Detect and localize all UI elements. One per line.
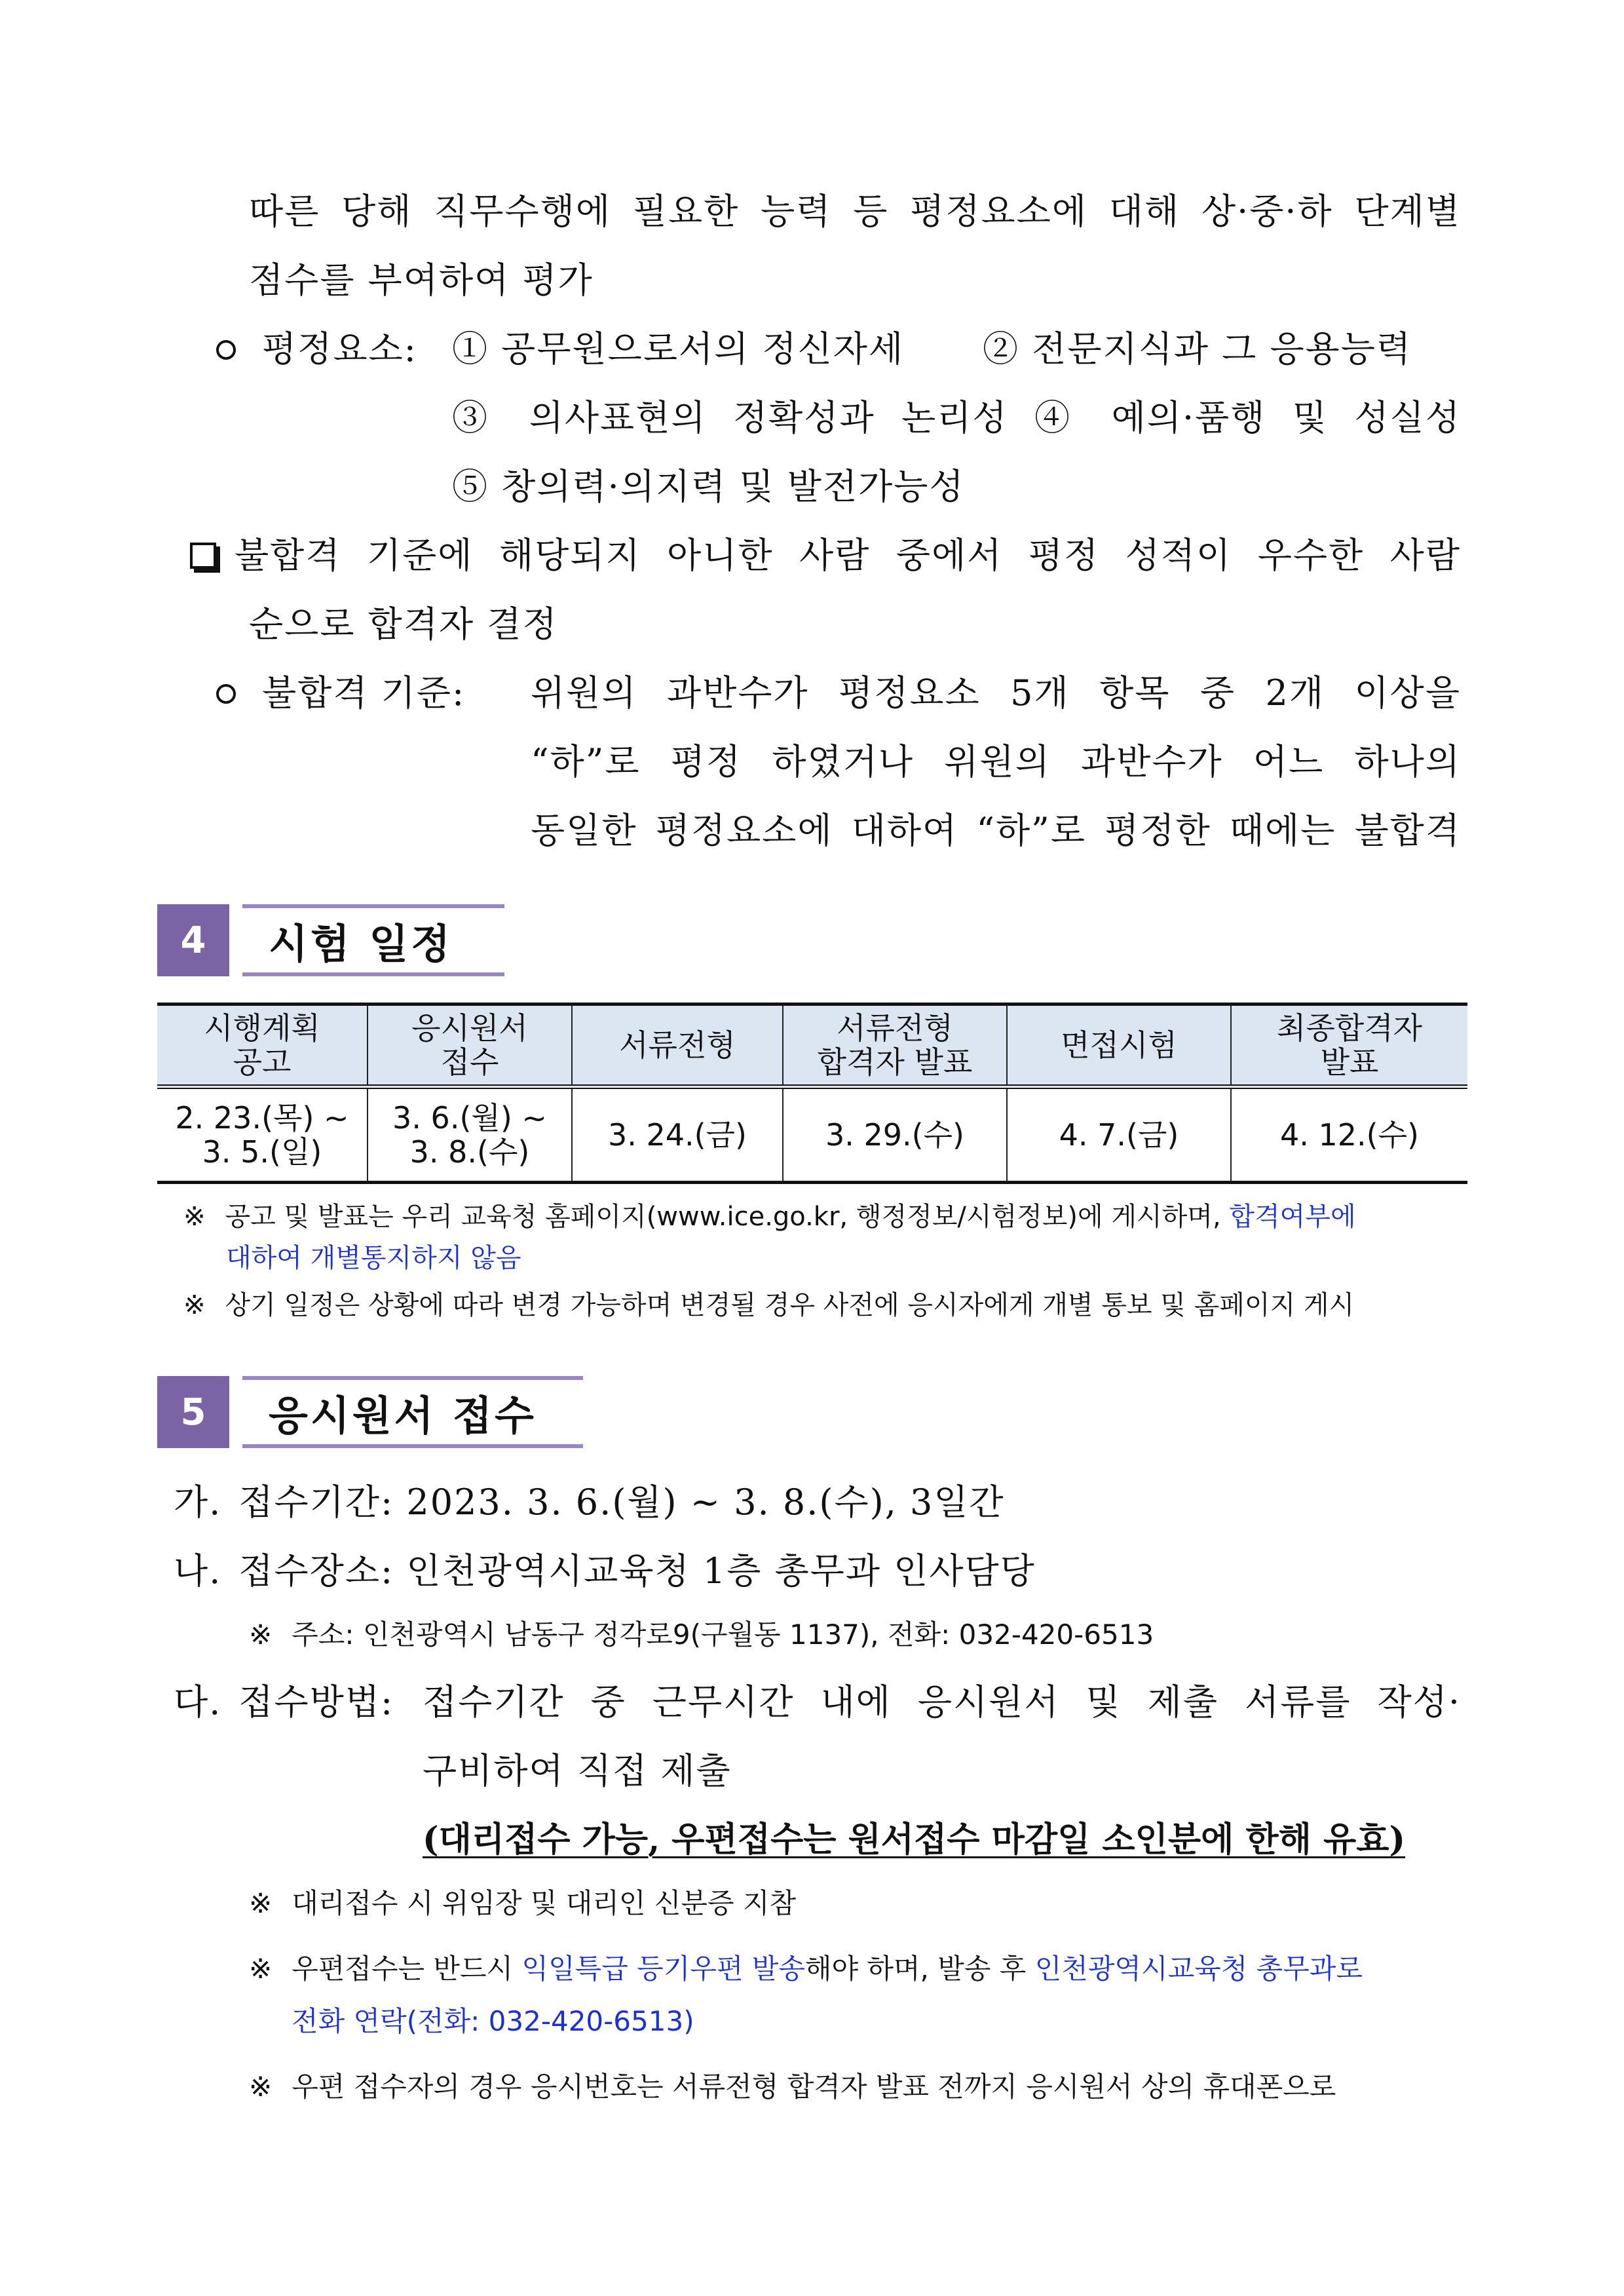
schedule-table [157, 1003, 1467, 1184]
pass-rule-text: 불합격 기준에 해당되지 아니한 사람 중에서 평정 성적이 우수한 사람 [235, 535, 1461, 576]
reference-mark: ※ [249, 1618, 273, 1651]
receipt-method-line-3: (대리접수 가능, 우편접수는 원서접수 마감일 소인분에 한해 유효) [423, 1820, 1406, 1860]
note-text: 상기 일정은 상황에 따라 변경 가능하며 변경될 경우 사전에 응시자에게 개별 통보 및 홈페이지 게시 [225, 1290, 1355, 1320]
circle-bullet-icon [216, 684, 236, 704]
address-note [249, 1613, 1154, 1653]
note-text: 해야 하며, 발송 후 [804, 1953, 1027, 1985]
intro-line-1: 따른 당해 직무수행에 필요한 능력 등 평정요소에 대해 상·중·하 단계별 [249, 191, 1461, 232]
receipt-method-line-1: 접수기간 중 근무시간 내에 응시원서 및 제출 서류를 작성· [423, 1681, 1461, 1723]
schedule-date-cell: 3. 29.(수) [783, 1087, 1007, 1183]
criteria-item-1: ① 공무원으로서의 정신자세 [452, 328, 905, 370]
item-text: 접수기간: 2023. 3. 6.(월) ~ 3. 8.(수), 3일간 [238, 1482, 1005, 1523]
fail-rule-line-3: 동일한 평정요소에 대하여 “하”로 평정한 때에는 불합격 [531, 810, 1461, 851]
intro-line-2: 점수를 부여하여 평가 [249, 259, 594, 301]
reference-mark: ※ [183, 1202, 206, 1232]
reference-mark: ※ [249, 1887, 273, 1919]
receipt-method [174, 1674, 394, 1725]
fail-rule-line-1: 위원의 과반수가 평정요소 5개 항목 중 2개 이상을 [531, 672, 1461, 714]
checkbox-bullet-icon [190, 543, 216, 569]
fail-rule-line-2: “하”로 평정 하였거나 위원의 과반수가 어느 하나의 [531, 741, 1461, 782]
schedule-header-cell: 면접시험 [1007, 1004, 1231, 1087]
schedule-note-2 [183, 1284, 1354, 1322]
criteria-label: 평정요소: [262, 328, 417, 370]
schedule-header-cell: 최종합격자 발표 [1231, 1004, 1467, 1087]
section-4-title: 시험 일정 [242, 904, 504, 976]
reference-mark: ※ [249, 2071, 273, 2103]
schedule-date-cell: 4. 12.(수) [1280, 1117, 1419, 1153]
schedule-note-1 [183, 1196, 1461, 1233]
note-highlight: 합격여부에 [1229, 1202, 1356, 1232]
method-note-3 [249, 2065, 1461, 2105]
schedule-date-row [157, 1087, 1467, 1183]
note-highlight: 인천광역시교육청 총무과로 [1034, 1953, 1363, 1985]
schedule-header-row [157, 1004, 1467, 1087]
section-5-title: 응시원서 접수 [242, 1376, 583, 1448]
pass-rule-line-1 [190, 527, 1461, 578]
item-prefix: 다. [174, 1681, 222, 1723]
note-text: 주소: 인천광역시 남동구 정각로9(구월동 1137), 전화: 032-420-6513 [292, 1618, 1154, 1651]
receipt-location [174, 1543, 1036, 1594]
item-label: 접수방법: [238, 1681, 394, 1723]
method-note-1 [249, 1882, 796, 1921]
schedule-header-cell: 서류전형 합격자 발표 [783, 1004, 1007, 1087]
schedule-header-cell: 시행계획 공고 [157, 1004, 368, 1087]
schedule-date-cell: 3. 24.(금) [572, 1087, 783, 1183]
item-prefix: 가. [174, 1482, 222, 1523]
circle-bullet-icon [216, 340, 236, 360]
schedule-date-cell: 3. 6.(월) ~ 3. 8.(수) [368, 1087, 572, 1183]
method-note-2 [249, 1947, 1461, 1987]
criteria-line-1 [216, 321, 1461, 372]
criteria-item-2: ② 전문지식과 그 응용능력 [983, 328, 1412, 370]
schedule-header-cell: 응시원서 접수 [368, 1004, 572, 1087]
reference-mark: ※ [249, 1953, 273, 1985]
section-5-number: 5 [157, 1376, 229, 1448]
receipt-period [174, 1474, 1005, 1525]
criteria-item-5: ⑤ 창의력·의지력 및 발전가능성 [452, 466, 965, 507]
schedule-note-1-cont: 대하여 개별통지하지 않음 [226, 1243, 521, 1273]
schedule-header-cell: 서류전형 [572, 1004, 783, 1087]
section-4-number: 4 [157, 904, 229, 976]
fail-label-text: 불합격 기준: [262, 672, 466, 714]
note-text: 우편 접수자의 경우 응시번호는 서류전형 합격자 발표 전까지 응시원서 상의 휴대폰으로 [292, 2071, 1336, 2103]
method-note-2-cont: 전화 연락(전화: 032-420-6513) [292, 2005, 694, 2037]
item-text: 접수장소: 인천광역시교육청 1층 총무과 인사담당 [238, 1550, 1036, 1592]
note-text: 대리접수 시 위임장 및 대리인 신분증 지참 [292, 1887, 797, 1919]
fail-rule-label [216, 665, 465, 716]
criteria-item-3-4: ③ 의사표현의 정확성과 논리성 ④ 예의·품행 및 성실성 [452, 397, 1461, 438]
note-text: 공고 및 발표는 우리 교육청 홈페이지(www.ice.go.kr, 행정정보/시험정보)에 게시하며, [225, 1202, 1221, 1232]
pass-rule-line-2: 순으로 합격자 결정 [249, 603, 558, 645]
schedule-date-cell: 2. 23.(목) ~ 3. 5.(일) [157, 1087, 368, 1183]
reference-mark: ※ [183, 1290, 206, 1320]
receipt-method-line-2: 구비하여 직접 제출 [423, 1750, 732, 1791]
item-prefix: 나. [174, 1550, 222, 1592]
note-text: 우편접수는 반드시 [292, 1953, 514, 1985]
schedule-date-cell: 4. 7.(금) [1007, 1087, 1231, 1183]
note-highlight: 익일특급 등기우편 발송 [521, 1953, 805, 1985]
